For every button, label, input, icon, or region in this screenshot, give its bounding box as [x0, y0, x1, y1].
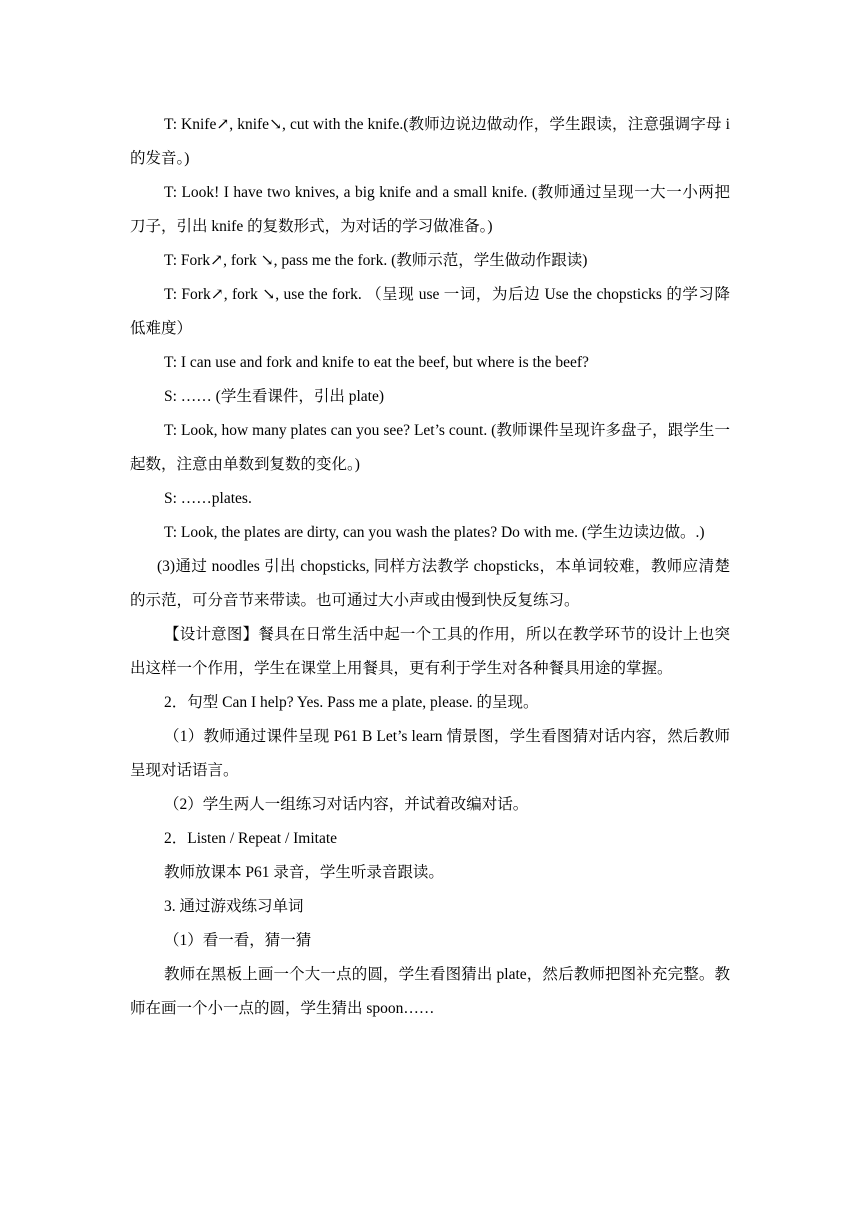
paragraph-step-1: （1）教师通过课件呈现 P61 B Let’s learn 情景图，学生看图猜对话内容，然后教师呈现对话语言。 — [130, 728, 730, 779]
paragraph-blackboard: 教师在黑板上画一个大一点的圆，学生看图猜出 plate，然后教师把图补充完整。教师在画一个小一点的圆，学生猜出 spoon…… — [130, 966, 730, 1017]
paragraph-plate-intro: S: …… (学生看课件，引出 plate) — [164, 388, 384, 405]
paragraph-fork-use: T: Fork↗, fork ↘, use the fork. （呈现 use 一词，为后边 Use the chopsticks 的学习降低难度） — [130, 286, 730, 337]
paragraph-look-guess: （1）看一看，猜一猜 — [164, 932, 312, 949]
paragraph-beef: T: I can use and fork and knife to eat the beef, but where is the beef? — [164, 354, 589, 371]
paragraph-count-plates: T: Look, how many plates can you see? Let’s count. (教师课件呈现许多盘子，跟学生一起数，注意由单数到复数的变化。) — [130, 422, 730, 473]
paragraph-sentence-pattern: 2．句型 Can I help? Yes. Pass me a plate, please. 的呈现。 — [164, 694, 539, 711]
paragraph-knives: T: Look! I have two knives, a big knife and a small knife. (教师通过呈现一大一小两把刀子，引出 knife 的复数形式，为对话的学习做准备。) — [130, 184, 730, 235]
paragraph-game-heading: 3. 通过游戏练习单词 — [164, 898, 304, 915]
document-body — [130, 108, 730, 1026]
paragraph-recording: 教师放课本 P61 录音，学生听录音跟读。 — [164, 864, 444, 881]
paragraph-knife: T: Knife↗, knife↘, cut with the knife.(教师边说边做动作，学生跟读，注意强调字母 i 的发音。) — [130, 116, 730, 167]
paragraph-step-2: （2）学生两人一组练习对话内容，并试着改编对话。 — [164, 796, 529, 813]
paragraph-design-intent: 【设计意图】餐具在日常生活中起一个工具的作用，所以在教学环节的设计上也突出这样一个作用，学生在课堂上用餐具，更有利于学生对各种餐具用途的掌握。 — [130, 626, 730, 677]
paragraph-chopsticks: (3)通过 noodles 引出 chopsticks, 同样方法教学 chopsticks，本单词较难，教师应清楚的示范，可分音节来带读。也可通过大小声或由慢到快反复练习。 — [130, 558, 730, 609]
paragraph-plates: S: ……plates. — [164, 490, 252, 507]
paragraph-wash-plates: T: Look, the plates are dirty, can you wash the plates? Do with me. (学生边读边做。.) — [164, 524, 705, 541]
paragraph-listen-repeat: 2．Listen / Repeat / Imitate — [164, 830, 338, 847]
paragraph-fork-pass: T: Fork↗, fork ↘, pass me the fork. (教师示范，学生做动作跟读) — [164, 252, 588, 269]
